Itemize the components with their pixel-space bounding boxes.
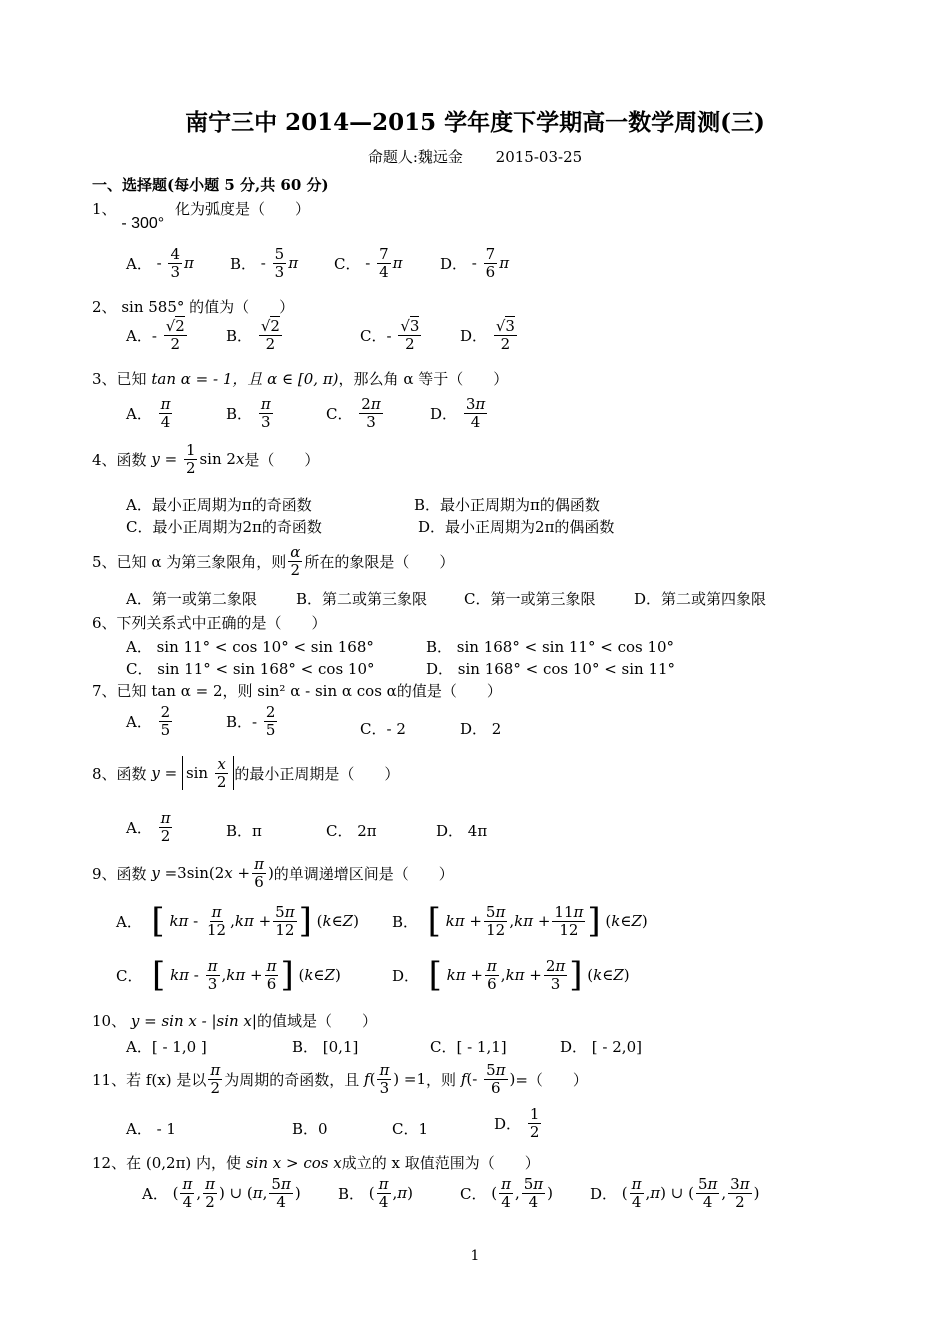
q8-option-d: D． 4π — [436, 822, 488, 840]
question-10: 10、 y = sin x - |sin x|的值域是（ ） — [92, 1012, 377, 1030]
q10-option-c: C．[ - 1,1] — [430, 1038, 507, 1056]
q3-option-a: A． $\frac{\pi}{4}$ — [126, 395, 171, 431]
q2-option-d: D． $\frac{√3}{2}$ — [460, 317, 515, 353]
q6-option-c: C． sin 11° < sin 168° < cos 10° — [126, 660, 375, 678]
q3-option-d: D． $\frac{3\pi}{4}$ — [430, 395, 486, 431]
question-1: 1、 - 300° 化为弧度是（ ） — [92, 200, 310, 232]
q10-option-d: D． [ - 2,0] — [560, 1038, 642, 1056]
q11-option-b: B．0 — [292, 1120, 328, 1138]
exam-title: 南宁三中 2014—2015 学年度下学期高一数学周测(三) — [185, 109, 765, 136]
date: 2015-03-25 — [495, 148, 583, 166]
q5-option-c: C．第一或第三象限 — [464, 590, 596, 608]
q6-option-d: D． sin 168° < cos 10° < sin 11° — [426, 660, 676, 678]
question-9: 9、 函数 y =3sin(2 x + $\frac{\pi}{6}$ ) 的单调递增区间是（ ） — [92, 855, 454, 891]
q7-option-d: D． 2 — [460, 720, 502, 738]
q1-option-d: D． - $\frac{7}{6}$ π — [440, 245, 510, 281]
q11-option-d: D． $\frac{1}{2}$ — [494, 1105, 540, 1141]
q12-option-d: D． ( $\frac{\pi}{4}$ , π ) ∪ ( $\frac{5\pi}{4}$ , $\frac{3\pi}{2}$ ) — [590, 1175, 760, 1211]
q9-option-d: D． [ kπ + $\frac{\pi}{6}$ , kπ + $\frac{2\pi}{3}$ ] ( k ∈ Z ) — [392, 955, 630, 995]
q1-option-a: A． - $\frac{4}{3}$ π — [126, 245, 194, 281]
q4-option-a: A．最小正周期为π的奇函数 — [126, 496, 312, 514]
question-6: 6、下列关系式中正确的是（ ） — [92, 614, 327, 632]
q5-option-d: D．第二或第四象限 — [634, 590, 767, 608]
q1-option-b: B． - $\frac{5}{3}$ π — [230, 245, 299, 281]
question-3: 3、已知 tan α = - 1，且 α ∈ [0, π)，那么角 α 等于（ ） — [92, 370, 509, 388]
q12-option-c: C． ( $\frac{\pi}{4}$ , $\frac{5\pi}{4}$ ) — [460, 1175, 554, 1211]
q4-option-b: B．最小正周期为π的偶函数 — [414, 496, 600, 514]
q10-option-b: B． [0,1] — [292, 1038, 359, 1056]
q2-option-c: C．- $\frac{√3}{2}$ — [360, 317, 420, 353]
q2-option-b: B． $\frac{√2}{2}$ — [226, 317, 280, 353]
q1-option-c: C． - $\frac{7}{4}$ π — [334, 245, 403, 281]
q3-expr: tan α = - 1，且 α ∈ [0, π) — [151, 370, 339, 388]
q1-expr: - 300° — [121, 215, 165, 232]
q11-option-a: A． - 1 — [126, 1120, 176, 1138]
q3-option-c: C． $\frac{2\pi}{3}$ — [326, 395, 381, 431]
q6-option-b: B． sin 168° < sin 11° < cos 10° — [426, 638, 675, 656]
q8-option-a: A． $\frac{\pi}{2}$ — [126, 809, 171, 845]
exam-meta — [0, 146, 950, 167]
q12-option-a: A． ( $\frac{\pi}{4}$ , $\frac{\pi}{2}$ ) ∪ ( π , $\frac{5\pi}{4}$ ) — [142, 1175, 301, 1211]
question-4: 4、 函数 y = $\frac{1}{2}$ sin 2 x 是（ ） — [92, 441, 320, 477]
question-11: 11、 若 f(x) 是以 $\frac{\pi}{2}$ 为周期的奇函数，且 f ( $\frac{\pi}{3}$ ) =1 ，则 f (- $\frac{5\pi}{6}$ ) =（ ） — [92, 1061, 588, 1097]
q10-expr: y = sin x - |sin x| — [130, 1012, 257, 1030]
q12-expr: sin x > cos x — [245, 1154, 342, 1172]
q7-option-b: B．- $\frac{2}{5}$ — [226, 703, 276, 739]
q12-option-b: B． ( $\frac{\pi}{4}$ , π ) — [338, 1175, 414, 1211]
q9-option-c: C． [ kπ - $\frac{\pi}{3}$ , kπ + $\frac{\pi}{6}$ ] ( k ∈ Z ) — [116, 955, 341, 995]
q7-expr: sin² α - sin α cos α — [257, 682, 397, 700]
q4-option-c: C．最小正周期为2π的奇函数 — [126, 518, 322, 536]
q5-option-b: B．第二或第三象限 — [296, 590, 428, 608]
q9-option-a: A． [ kπ - $\frac{\pi}{12}$ , kπ + $\frac{5\pi}{12}$ ] ( k ∈ Z ) — [116, 901, 359, 941]
q10-option-a: A．[ - 1,0 ] — [126, 1038, 207, 1056]
section-heading: 一、选择题(每小题 5 分,共 60 分) — [92, 176, 329, 194]
page-number: 1 — [470, 1248, 480, 1264]
q11-option-c: C．1 — [392, 1120, 429, 1138]
q1-text: 化为弧度是（ ） — [174, 200, 310, 218]
q2-expr: sin 585° — [121, 298, 185, 316]
q5-option-a: A．第一或第二象限 — [126, 590, 257, 608]
q7-option-c: C．- 2 — [360, 720, 406, 738]
q8-option-b: B．π — [226, 822, 262, 840]
question-8: 8、 函数 y = sin $\frac{x}{2}$ 的最小正周期是（ ） — [92, 755, 400, 791]
q4-option-d: D．最小正周期为2π的偶函数 — [418, 518, 615, 536]
q3-option-b: B． $\frac{\pi}{3}$ — [226, 395, 271, 431]
author: 命题人:魏远金 — [367, 148, 463, 166]
q8-option-c: C． 2π — [326, 822, 377, 840]
question-12: 12、在 (0,2π) 内，使 sin x > cos x成立的 x 取值范围为（ ） — [92, 1154, 540, 1172]
q9-option-b: B． [ kπ + $\frac{5\pi}{12}$ , kπ + $\frac{11\pi}{12}$ ] ( k ∈ Z ) — [392, 901, 648, 941]
q2-option-a: A．- $\frac{√2}{2}$ — [126, 317, 185, 353]
question-7: 7、已知 tan α = 2，则 sin² α - sin α cos α的值是（ ） — [92, 682, 502, 700]
q7-option-a: A． $\frac{2}{5}$ — [126, 703, 171, 739]
question-5: 5、 已知 α 为第三象限角，则 $\frac{\alpha}{2}$ 所在的象限是（ ） — [92, 543, 455, 579]
q6-option-a: A． sin 11° < cos 10° < sin 168° — [126, 638, 374, 656]
question-2: 2、 sin 585° 的值为（ ） — [92, 298, 295, 316]
